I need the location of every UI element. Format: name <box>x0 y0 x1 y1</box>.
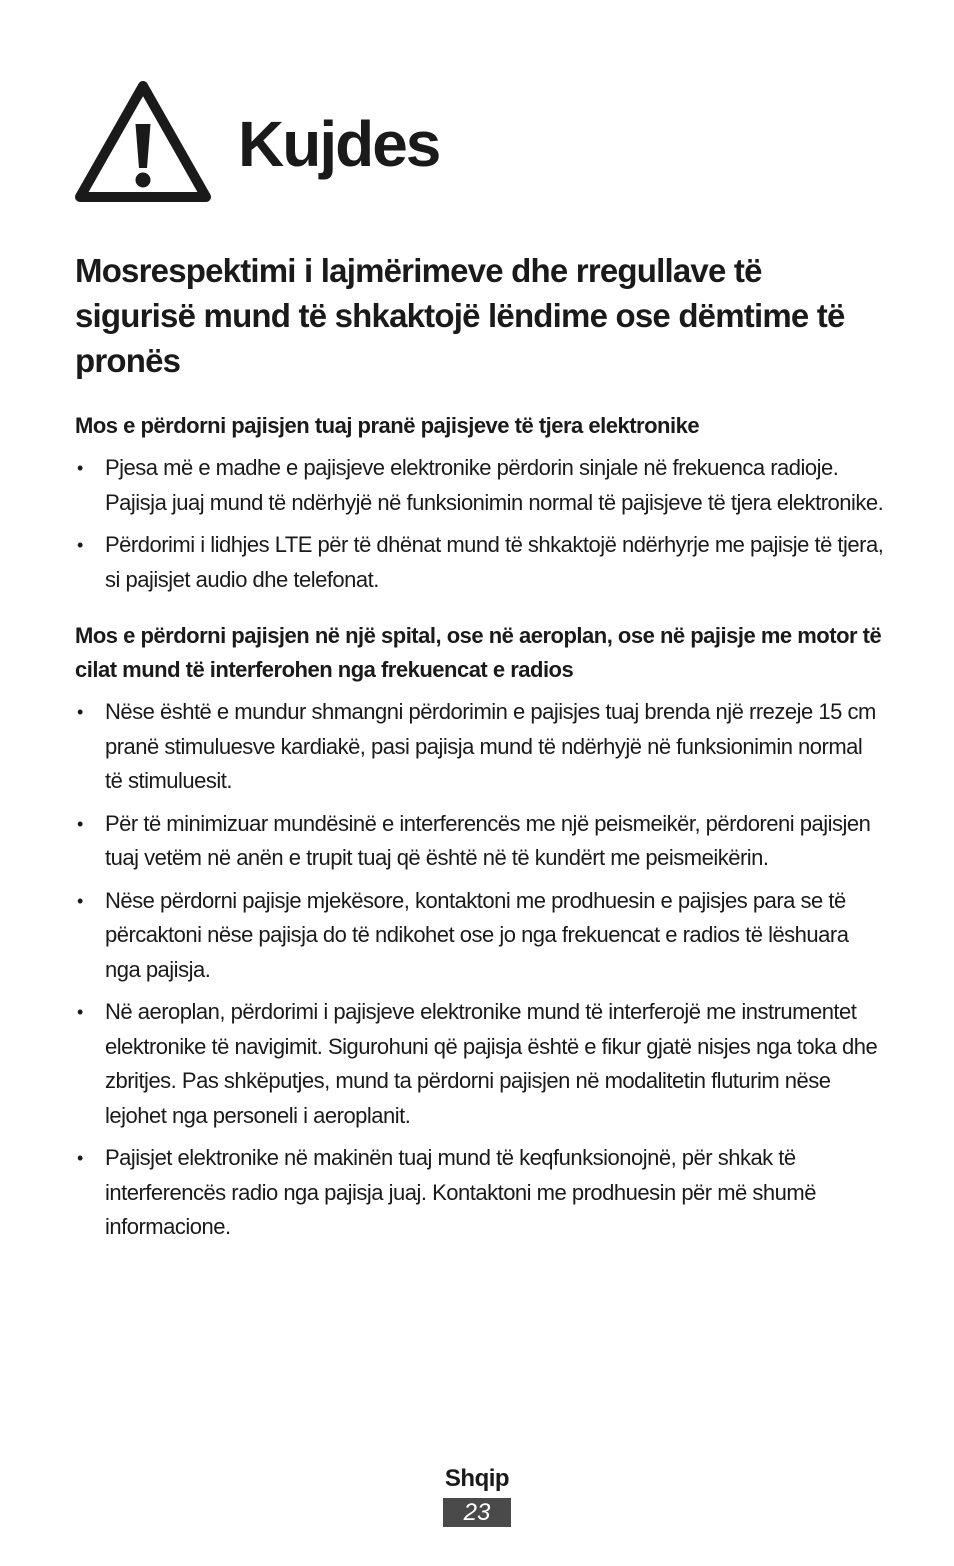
warning-triangle-icon <box>74 80 212 204</box>
bullet-dot: • <box>77 1148 83 1168</box>
bullet-list <box>75 451 885 597</box>
section-hospital-aircraft <box>75 619 885 1245</box>
list-item-text: Për të minimizuar mundësinë e interferencës me një peismeikër, përdoreni pajisjen tuaj vetëm në anën e trupit tuaj që është në të kundërt me peismeikërin. <box>105 810 871 870</box>
bullet-dot: • <box>77 535 83 555</box>
list-item <box>75 1141 885 1245</box>
list-item-text: Pajisjet elektronike në makinën tuaj mund të keqfunksionojnë, për shkak të interferencës radio nga pajisja juaj. Kontaktoni me prodhuesin për më shumë informacione. <box>105 1145 816 1239</box>
title-block <box>74 80 439 204</box>
list-item-text: Në aeroplan, përdorimi i pajisjeve elektronike mund të interferojë me instrumentet elektronike të navigimit. Sigurohuni që pajisja është e fikur gjatë nisjes nga toka dhe zbritjes. Pas shkëputjes, mund ta përdorni pajisjen në modalitetin fluturim nëse lejohet nga personeli i aeroplanit. <box>105 999 878 1128</box>
main-heading: Mosrespektimi i lajmërimeve dhe rregullave të sigurisë mund të shkaktojë lëndime ose dëmtime të pronës <box>75 252 845 379</box>
list-item-text: Pjesa më e madhe e pajisjeve elektronike përdorin sinjale në frekuenca radioje. Pajisja juaj mund të ndërhyjë në funksionimin normal të pajisjeve të tjera elektronike. <box>105 455 884 515</box>
section-heading: Mos e përdorni pajisjen në një spital, ose në aeroplan, ose në pajisje me motor të cilat mund të interferohen nga frekuencat e radios <box>75 623 882 682</box>
bullet-list <box>75 695 885 1245</box>
bullet-dot: • <box>77 890 83 911</box>
content <box>75 248 885 1267</box>
list-item-text: Përdorimi i lidhjes LTE për të dhënat mund të shkaktojë ndërhyrje me pajisje të tjera, si pajisjet audio dhe telefonat. <box>105 532 884 592</box>
footer-language: Shqip <box>444 1465 510 1492</box>
list-item-text: Nëse është e mundur shmangni përdorimin e pajisjes tuaj brenda një rrezeje 15 cm pranë stimuluesve kardiakë, pasi pajisja mund të ndërhyjë në funksionimin normal të stimuluesit. <box>105 699 876 793</box>
list-item <box>75 995 885 1133</box>
page-number: 23 <box>443 1498 511 1527</box>
bullet-dot: • <box>77 702 83 722</box>
bullet-dot: • <box>77 1002 83 1022</box>
list-item <box>75 528 885 597</box>
section-heading: Mos e përdorni pajisjen tuaj pranë pajisjeve të tjera elektronike <box>75 413 700 438</box>
page-footer <box>0 1462 954 1527</box>
list-item-text: Nëse përdorni pajisje mjekësore, kontaktoni me prodhuesin e pajisjes para se të përcaktoni nëse pajisja do të ndikohet ose jo nga frekuencat e radios të lëshuara nga pajisja. <box>105 887 849 982</box>
list-item <box>75 884 885 988</box>
page-title: Kujdes <box>238 108 440 180</box>
list-item <box>75 695 885 799</box>
list-item <box>75 807 885 876</box>
bullet-dot: • <box>77 813 83 834</box>
section-electronics <box>75 409 885 597</box>
bullet-dot: • <box>77 458 83 478</box>
list-item <box>75 451 885 520</box>
